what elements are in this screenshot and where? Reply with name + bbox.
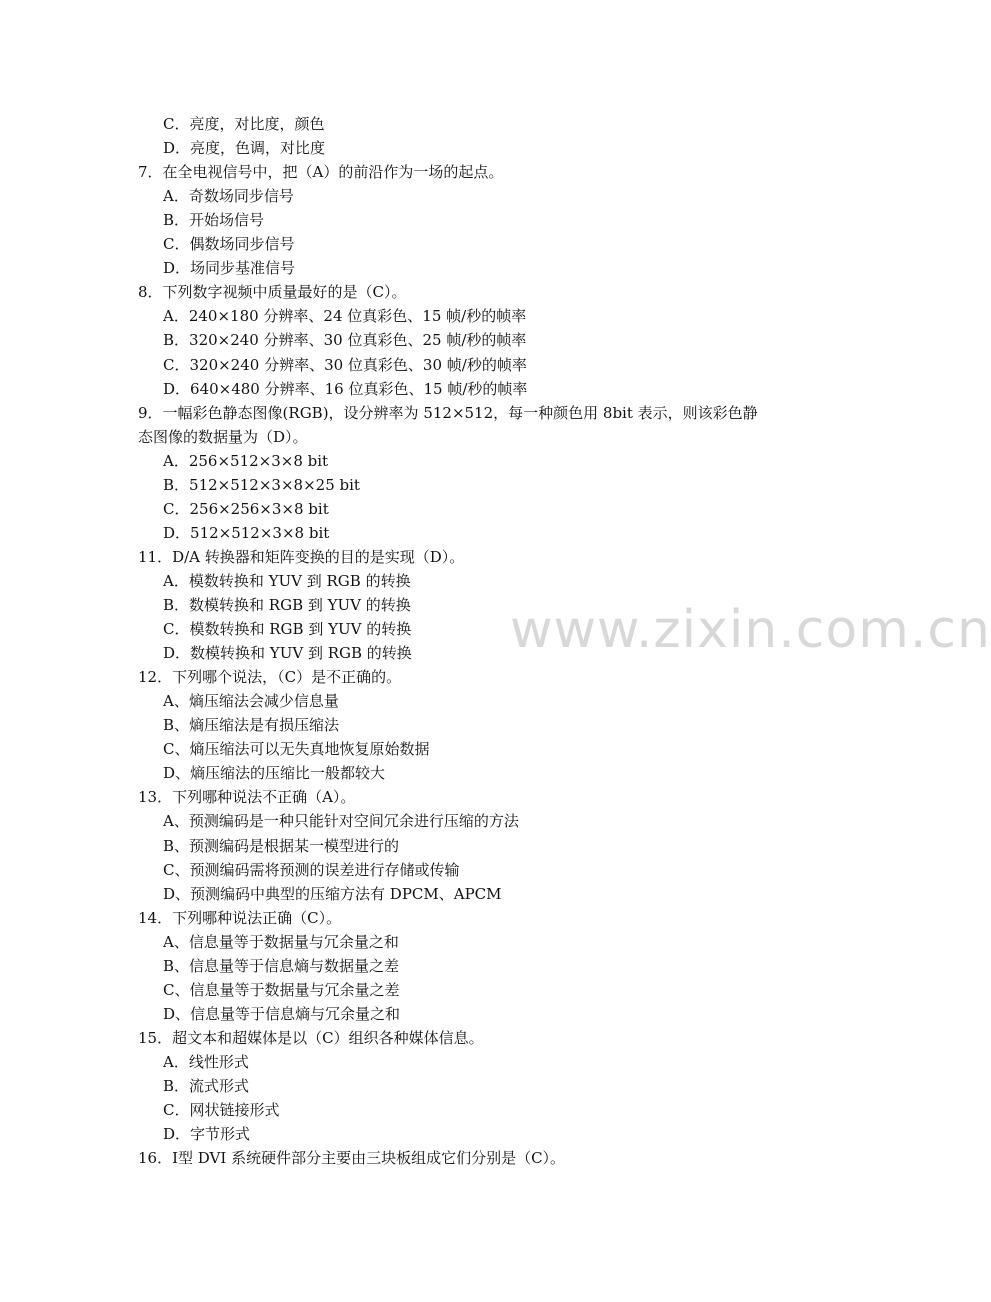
answer-option: D．字节形式	[163, 1125, 251, 1144]
answer-option: C．偶数场同步信号	[163, 235, 295, 254]
question-text: 15．超文本和超媒体是以（C）组织各种媒体信息。	[138, 1028, 484, 1047]
answer-option: A．线性形式	[163, 1052, 249, 1071]
answer-option: B、熵压缩法是有损压缩法	[163, 716, 340, 735]
answer-option: A．240×180 分辨率、24 位真彩色、15 帧/秒的帧率	[163, 307, 527, 326]
answer-option: A、预测编码是一种只能针对空间冗余进行压缩的方法	[163, 812, 519, 831]
question-text: 13．下列哪种说法不正确（A）。	[138, 788, 356, 807]
question-text-continued: 态图像的数据量为（D）。	[138, 427, 308, 446]
answer-option: D、熵压缩法的压缩比一般都较大	[163, 764, 386, 783]
answer-option: C．320×240 分辨率、30 位真彩色、30 帧/秒的帧率	[163, 355, 527, 374]
answer-option: B．流式形式	[163, 1077, 250, 1095]
answer-option: C．256×256×3×8 bit	[163, 499, 329, 518]
question-text: 16．I型 DVI 系统硬件部分主要由三块板组成它们分别是（C）。	[138, 1149, 566, 1168]
answer-option: A．256×512×3×8 bit	[163, 451, 329, 470]
answer-option: C．模数转换和 RGB 到 YUV 的转换	[163, 620, 412, 639]
answer-option: D．数模转换和 YUV 到 RGB 的转换	[163, 644, 412, 663]
answer-option: B、信息量等于信息熵与数据量之差	[163, 956, 400, 975]
answer-option: A．模数转换和 YUV 到 RGB 的转换	[163, 571, 411, 590]
answer-option: D．亮度，色调，对比度	[163, 139, 326, 158]
question-text: 7．在全电视信号中，把（A）的前沿作为一场的起点。	[138, 163, 504, 182]
answer-option: C、预测编码需将预测的误差进行存储或传输	[163, 860, 460, 879]
answer-option: B．数模转换和 RGB 到 YUV 的转换	[163, 596, 411, 614]
answer-option: D．640×480 分辨率、16 位真彩色、15 帧/秒的帧率	[163, 379, 528, 398]
answer-option: B．开始场信号	[163, 211, 265, 230]
answer-option: D．场同步基准信号	[163, 259, 296, 278]
answer-option: D、预测编码中典型的压缩方法有 DPCM、APCM	[163, 884, 502, 903]
answer-option: D．512×512×3×8 bit	[163, 523, 330, 542]
question-text: 11．D/A 转换器和矩阵变换的目的是实现（D）。	[138, 547, 465, 566]
watermark: www.zixin.com.cn	[510, 600, 991, 660]
answer-option: B、预测编码是根据某一模型进行的	[163, 836, 400, 855]
question-text: 8．下列数字视频中质量最好的是（C）。	[138, 283, 407, 302]
answer-option: C、熵压缩法可以无失真地恢复原始数据	[163, 740, 430, 759]
answer-option: B．320×240 分辨率、30 位真彩色、25 帧/秒的帧率	[163, 331, 527, 350]
answer-option: A、熵压缩法会减少信息量	[163, 692, 339, 711]
answer-option: C．亮度，对比度，颜色	[163, 115, 325, 133]
answer-option: A．奇数场同步信号	[163, 187, 294, 206]
question-text: 9．一幅彩色静态图像(RGB)，设分辨率为 512×512，每一种颜色用 8bit 表示，则该彩色静	[138, 403, 758, 422]
question-text: 14．下列哪种说法正确（C）。	[138, 908, 342, 927]
answer-option: C．网状链接形式	[163, 1101, 280, 1120]
answer-option: A、信息量等于数据量与冗余量之和	[163, 932, 399, 951]
answer-option: C、信息量等于数据量与冗余量之差	[163, 980, 400, 999]
answer-option: D、信息量等于信息熵与冗余量之和	[163, 1004, 401, 1023]
answer-option: B．512×512×3×8×25 bit	[163, 475, 360, 494]
question-text: 12．下列哪个说法，（C）是不正确的。	[138, 668, 402, 687]
